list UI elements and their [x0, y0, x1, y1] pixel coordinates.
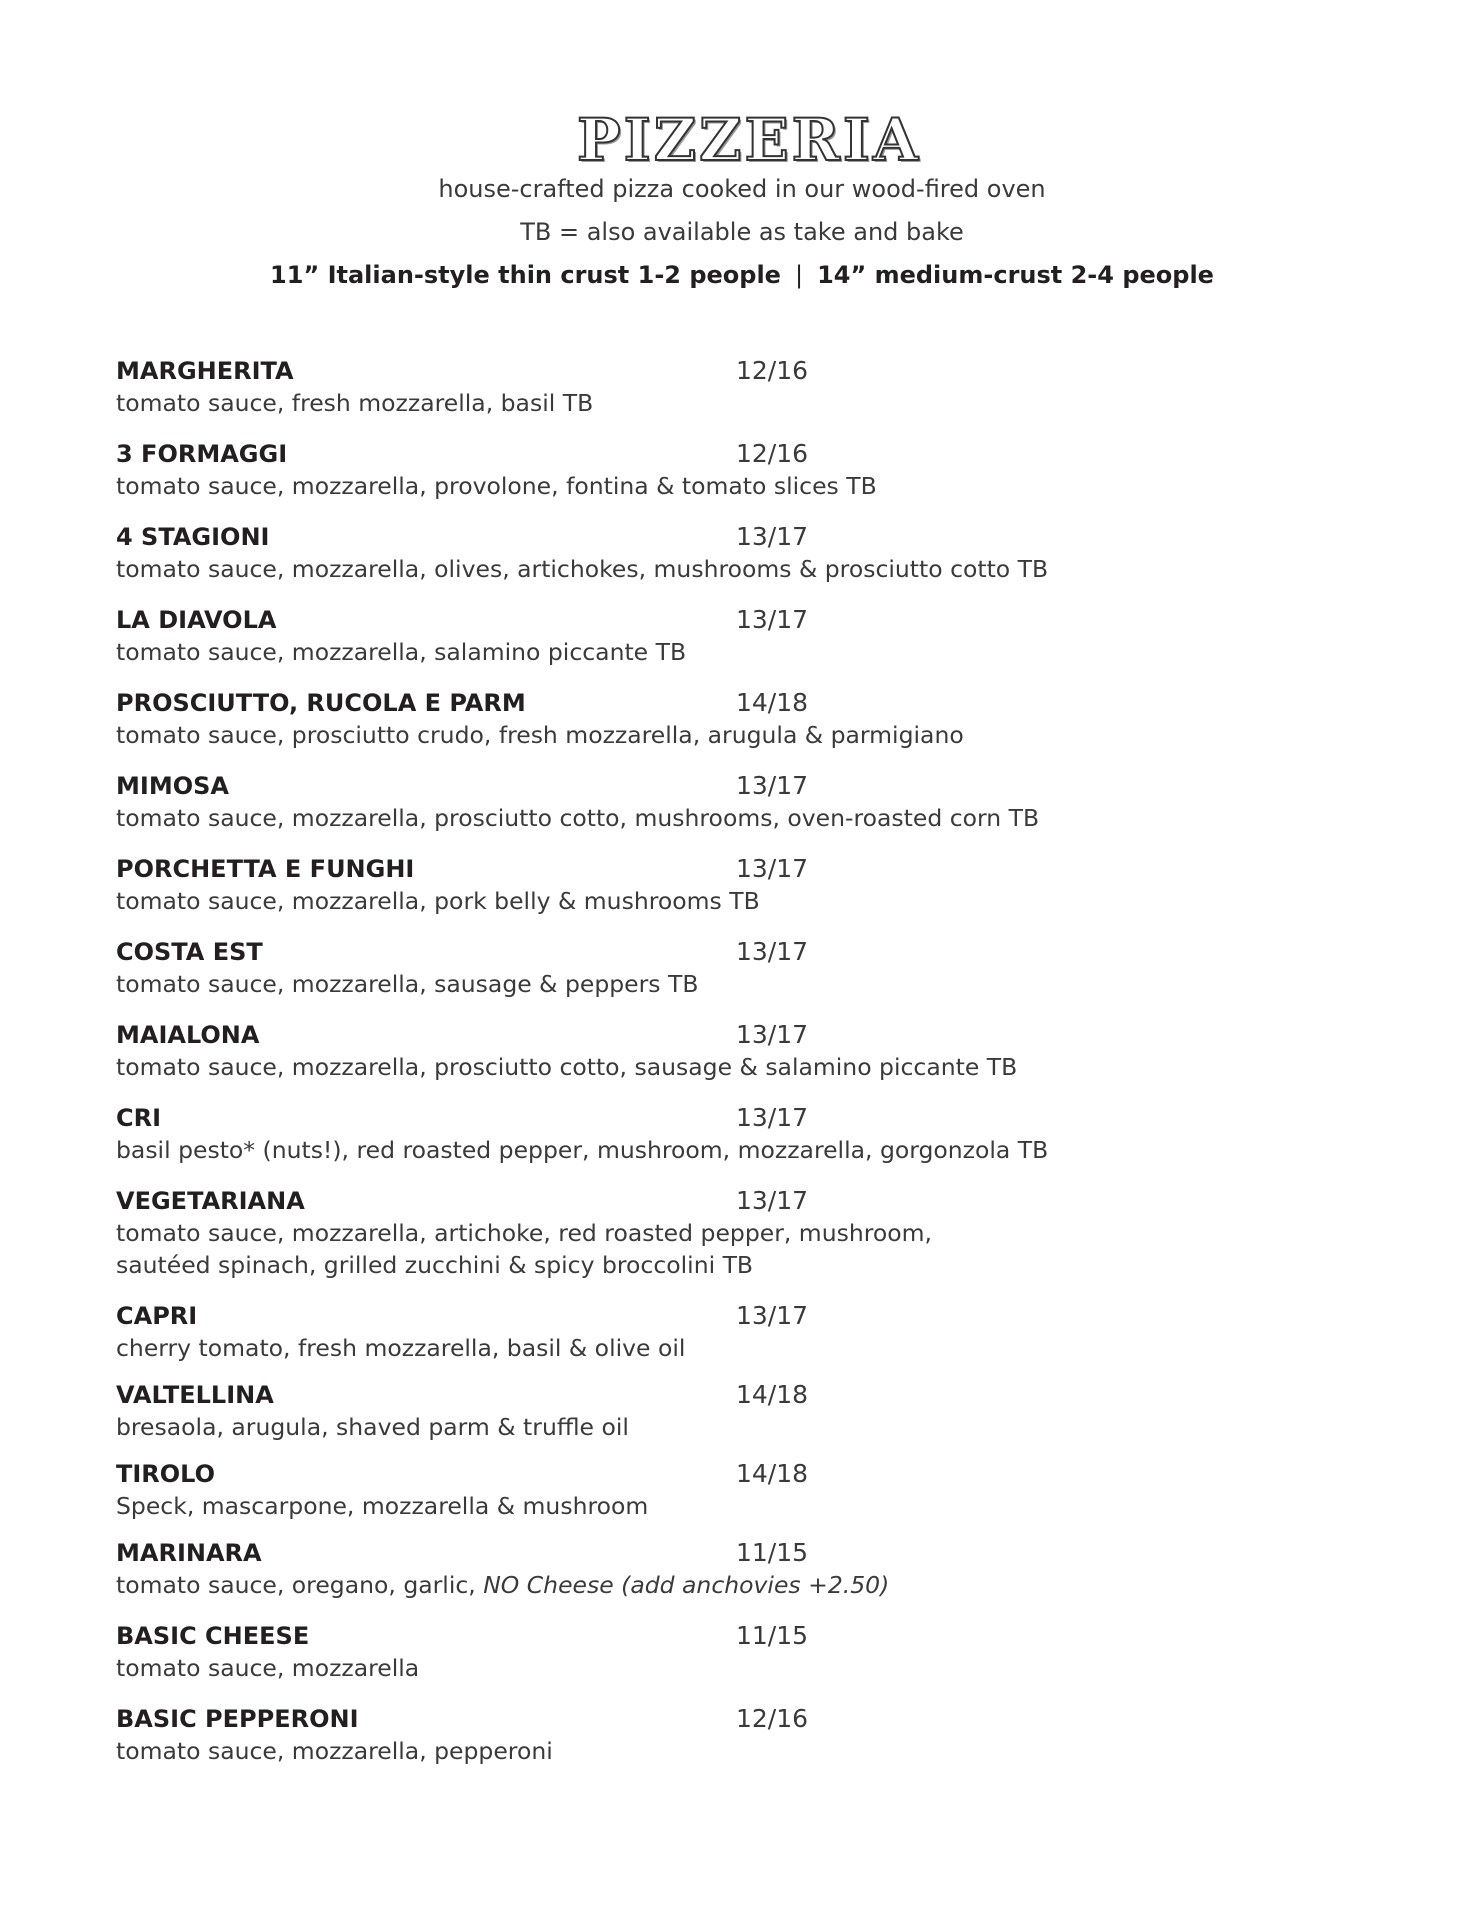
item-price: 13/17: [736, 1103, 809, 1132]
item-price: 13/17: [736, 854, 809, 883]
item-name: CRI: [116, 1104, 162, 1132]
menu-item: [116, 1537, 889, 1601]
item-name: MIMOSA: [116, 772, 229, 800]
item-description: tomato sauce, mozzarella, prosciutto cotto, mushrooms, oven-roasted corn TB: [116, 804, 1040, 832]
item-name: CAPRI: [116, 1302, 198, 1330]
item-description: tomato sauce, mozzarella, pepperoni: [116, 1737, 553, 1765]
item-name: 4 STAGIONI: [116, 523, 270, 551]
item-description: tomato sauce, fresh mozzarella, basil TB: [116, 389, 594, 417]
item-name: MAIALONA: [116, 1021, 260, 1049]
page-subtitle: house-crafted pizza cooked in our wood-fired oven: [438, 175, 1046, 203]
item-description: bresaola, arugula, shaved parm & truffle oil: [116, 1413, 629, 1441]
item-description: tomato sauce, mozzarella, olives, artichokes, mushrooms & prosciutto cotto TB: [116, 555, 1049, 583]
item-description-note: NO Cheese (add anchovies +2.50): [483, 1571, 890, 1599]
menu-item: [116, 438, 877, 502]
item-description: [116, 1569, 889, 1601]
item-price: 13/17: [736, 1020, 809, 1049]
item-description: tomato sauce, mozzarella, salamino piccante TB: [116, 638, 687, 666]
take-and-bake-note: TB = also available as take and bake: [520, 218, 964, 246]
menu-item: [116, 1185, 932, 1281]
item-description: basil pesto* (nuts!), red roasted pepper, mushroom, mozzarella, gorgonzola TB: [116, 1136, 1049, 1164]
page-title: PIZZERIA: [577, 106, 921, 174]
item-price: 13/17: [736, 605, 809, 634]
item-price: 13/17: [736, 1301, 809, 1330]
item-price: 12/16: [736, 356, 809, 385]
item-name: MARINARA: [116, 1539, 262, 1567]
item-description: cherry tomato, fresh mozzarella, basil & olive oil: [116, 1334, 686, 1362]
menu-header: [0, 106, 1484, 290]
item-description: tomato sauce, mozzarella, artichoke, red roasted pepper, mushroom,: [116, 1219, 932, 1247]
menu-item: [116, 1300, 809, 1364]
size-large: 14” medium-crust 2-4 people: [817, 261, 1214, 289]
menu-item: [116, 770, 1039, 834]
menu-item: [116, 1019, 1017, 1083]
item-price: 14/18: [736, 1459, 809, 1488]
menu-item: [116, 521, 1048, 585]
menu-item: [116, 1458, 809, 1522]
item-price: 11/15: [736, 1621, 809, 1650]
menu-item: [116, 853, 809, 917]
item-price: 13/17: [736, 1186, 809, 1215]
item-description: tomato sauce, mozzarella, provolone, fontina & tomato slices TB: [116, 472, 877, 500]
menu-item: [116, 687, 964, 751]
menu-item: [116, 1620, 809, 1684]
size-small: 11” Italian-style thin crust 1-2 people: [270, 261, 781, 289]
menu-item: [116, 1703, 809, 1767]
item-description: tomato sauce, prosciutto crudo, fresh mozzarella, arugula & parmigiano: [116, 721, 964, 749]
menu-item: [116, 1379, 809, 1443]
item-description-line-2: sautéed spinach, grilled zucchini & spicy broccolini TB: [116, 1251, 754, 1279]
item-description: tomato sauce, mozzarella, sausage & peppers TB: [116, 970, 699, 998]
menu-item: [116, 936, 809, 1000]
menu-item: [116, 355, 809, 419]
item-price: 11/15: [736, 1538, 809, 1567]
item-price: 12/16: [736, 1704, 809, 1733]
item-price: 14/18: [736, 688, 809, 717]
item-name: BASIC PEPPERONI: [116, 1705, 359, 1733]
item-price: 13/17: [736, 771, 809, 800]
menu-item: [116, 604, 809, 668]
item-name: 3 FORMAGGI: [116, 440, 288, 468]
item-name: TIROLO: [116, 1460, 216, 1488]
item-description: tomato sauce, mozzarella: [116, 1654, 420, 1682]
item-name: BASIC CHEESE: [116, 1622, 310, 1650]
item-name: PORCHETTA E FUNGHI: [116, 855, 415, 883]
item-description: tomato sauce, mozzarella, prosciutto cotto, sausage & salamino piccante TB: [116, 1053, 1018, 1081]
item-name: MARGHERITA: [116, 357, 294, 385]
item-price: 12/16: [736, 439, 809, 468]
item-price: 14/18: [736, 1380, 809, 1409]
menu-item: [116, 1102, 1048, 1166]
item-description: Speck, mascarpone, mozzarella & mushroom: [116, 1492, 649, 1520]
item-description: tomato sauce, mozzarella, pork belly & mushrooms TB: [116, 887, 760, 915]
item-name: LA DIAVOLA: [116, 606, 277, 634]
item-price: 13/17: [736, 937, 809, 966]
item-name: VALTELLINA: [116, 1381, 274, 1409]
item-description-text: tomato sauce, oregano, garlic,: [116, 1571, 484, 1599]
item-name: VEGETARIANA: [116, 1187, 305, 1215]
crust-sizes: [0, 260, 1484, 290]
item-price: 13/17: [736, 522, 809, 551]
size-separator: |: [794, 261, 804, 289]
item-name: COSTA EST: [116, 938, 263, 966]
item-name: PROSCIUTTO, RUCOLA E PARM: [116, 689, 526, 717]
